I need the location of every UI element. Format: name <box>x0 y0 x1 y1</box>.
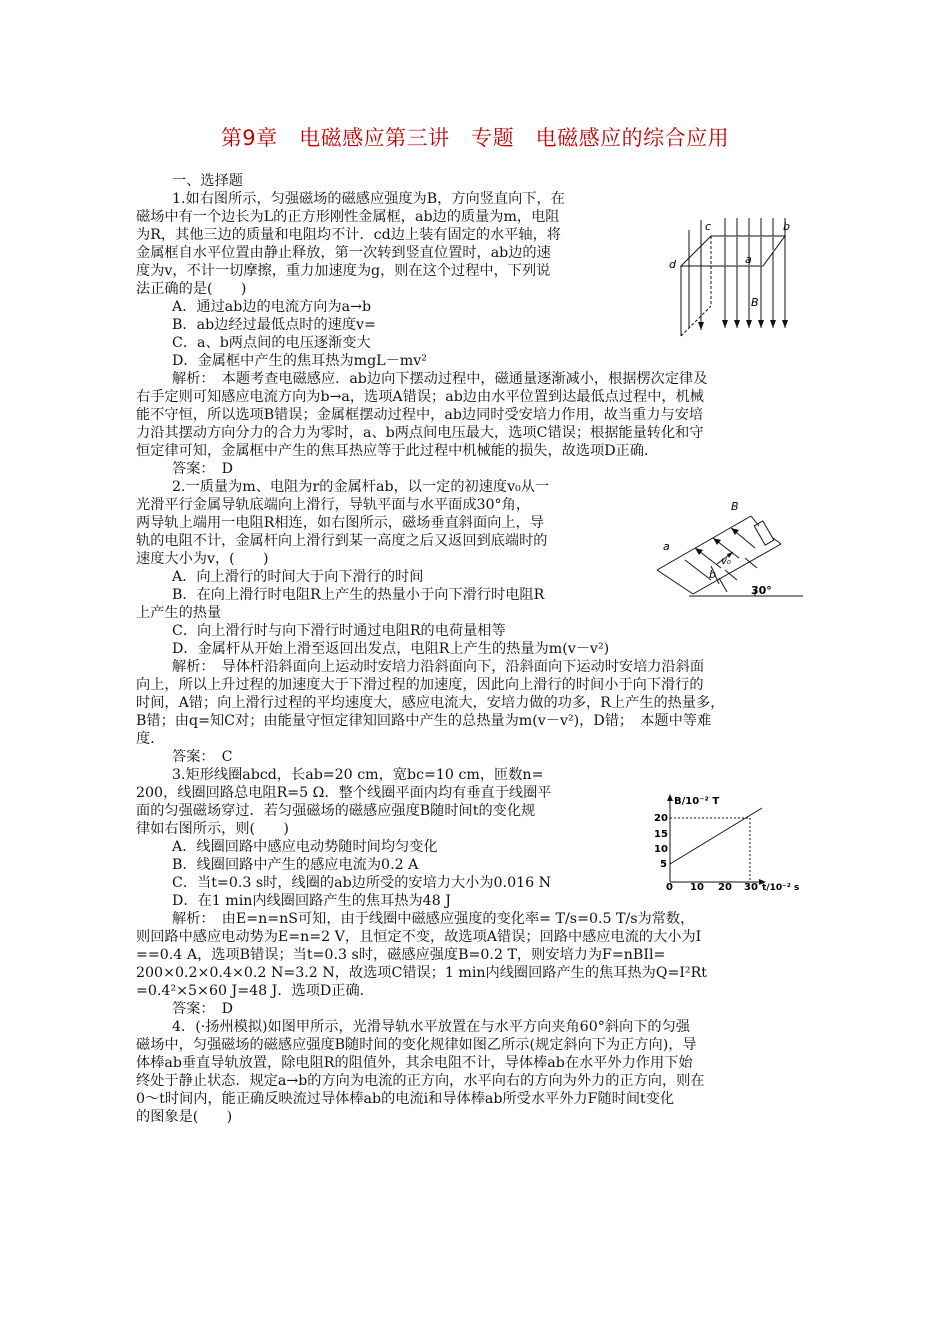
text-line: 时间，A错；向上滑行过程的平均速度大，感应电流大，安培力做的功多，R上产生的热量多， <box>136 695 725 711</box>
text-line: 为R，其他三边的质量和电阻均不计．cd边上装有固定的水平轴，将 <box>136 227 561 243</box>
text-line: 法正确的是( ) <box>136 281 247 297</box>
text-line: 光滑平行金属导轨底端向上滑行，导轨平面与水平面成30°角， <box>136 497 531 513</box>
label-angle: 30° <box>751 584 772 597</box>
figure-b-t-graph <box>650 792 810 892</box>
text-line: 度为v，不计一切摩擦，重力加速度为g，则在这个过程中，下列说 <box>136 263 551 279</box>
text-line: 2.一质量为m、电阻为r的金属杆ab，以一定的初速度v₀从一 <box>172 479 550 495</box>
text-line: 磁场中有一个边长为L的正方形刚性金属框，ab边的质量为m，电阻 <box>136 209 560 225</box>
text-line: 0～t时间内，能正确反映流过导体棒ab的电流i和导体棒ab所受水平外力F随时间t变化 <box>136 1091 675 1107</box>
y-tick: 5 <box>660 859 667 870</box>
x-tick: 30 <box>744 882 758 892</box>
text-line: 终处于静止状态．规定a→b的方向为电流的正方向，水平向右的方向为外力的正方向，则在 <box>136 1073 705 1089</box>
option-c: C．a、b两点间的电压逐渐变大 <box>172 335 371 351</box>
figure-frame-in-field <box>665 210 813 342</box>
answer-line: 答案： D <box>172 461 234 477</box>
text-line: 向上，所以上升过程的加速度大于下滑过程的加速度，因此向上滑行的时间小于向下滑行的 <box>136 677 704 693</box>
text-line: 力沿其摆动方向分力的合力为零时，a、b两点间电压最大，选项C错误；根据能量转化和守 <box>136 425 704 441</box>
text-line: 200×0.2×0.4×0.2 N=3.2 N，故选项C错误；1 min内线圈回路产生的焦耳热为Q=I²Rt <box>136 965 708 981</box>
option-d: D．金属杆从开始上滑至返回出发点，电阻R上产生的热量为m(v－v²) <box>172 641 610 657</box>
option-a: A．向上滑行的时间大于向下滑行的时间 <box>172 569 424 585</box>
label-d: d <box>669 258 676 271</box>
option-a: A．通过ab边的电流方向为a→b <box>172 299 372 315</box>
y-tick: 20 <box>654 813 668 824</box>
x-axis-label: t/10⁻² s <box>762 883 800 892</box>
option-b: B．ab边经过最低点时的速度v= <box>172 317 376 333</box>
text-line: 上产生的热量 <box>136 605 222 621</box>
option-c: C．当t=0.3 s时，线圈的ab边所受的安培力大小为0.016 N <box>172 875 552 891</box>
text-line: 解析： 导体杆沿斜面向上运动时安培力沿斜面向下，沿斜面向下运动时安培力沿斜面 <box>172 659 705 675</box>
text-line: 磁场中，匀强磁场的磁感应强度B随时间的变化规律如图乙所示(规定斜向下为正方向)，导 <box>136 1037 697 1053</box>
text-line: 律如右图所示，则( ) <box>136 821 289 837</box>
text-line: 恒定律可知，金属框中产生的焦耳热应等于此过程中机械能的损失，故选项D正确． <box>136 443 659 459</box>
text-line: 4．(·扬州模拟)如图甲所示，光滑导轨水平放置在与水平方向夹角60°斜向下的匀强 <box>172 1019 690 1035</box>
page-title: 第9章 电磁感应第三讲 专题 电磁感应的综合应用 <box>220 126 730 150</box>
text-line: 右手定则可知感应电流方向为b→a，选项A错误；ab边由水平位置到达最低点过程中，机械 <box>136 389 704 405</box>
text-line: 体棒ab垂直导轨放置，除电阻R的阻值外，其余电阻不计，导体棒ab在水平外力作用下始 <box>136 1055 693 1071</box>
option-c: C．向上滑行时与向下滑行时通过电阻R的电荷量相等 <box>172 623 506 639</box>
x-tick: 20 <box>718 882 732 892</box>
text-line: 1.如右图所示，匀强磁场的磁感应强度为B，方向竖直向下，在 <box>172 191 565 207</box>
x-tick: 0 <box>666 882 673 892</box>
label-B: B <box>751 296 759 309</box>
section-heading: 一、选择题 <box>172 173 243 189</box>
y-axis-label: B/10⁻² T <box>674 796 720 807</box>
text-line: ==0.4 A，选项B错误；当t=0.3 s时，磁感应强度B=0.2 T，则安培力为F=nBIl= <box>136 947 666 963</box>
text-line: 3.矩形线圈abcd，长ab=20 cm，宽bc=10 cm，匝数n= <box>172 767 544 783</box>
text-line: 则回路中感应电动势为E=n=2 V，且恒定不变，故选项A错误；回路中感应电流的大小为I <box>136 929 702 945</box>
text-line: B错；由q=知C对；由能量守恒定律知回路中产生的总热量为m(v－v²)，D错； 本题中等难 <box>136 713 712 729</box>
answer-line: 答案： C <box>172 749 233 765</box>
text-line: 面的匀强磁场穿过．若匀强磁场的磁感应强度B随时间t的变化规 <box>136 803 536 819</box>
text-line: 解析： 由E=n=nS可知，由于线圈中磁感应强度的变化率= T/s=0.5 T/s为常数， <box>172 911 695 927</box>
option-b: B．线圈回路中产生的感应电流为0.2 A <box>172 857 419 873</box>
label-B: B <box>731 500 739 513</box>
text-line: 200，线圈回路总电阻R=5 Ω．整个线圈平面内均有垂直于线圈平 <box>136 785 552 801</box>
text-line: 两导轨上端用一电阻R相连，如右图所示，磁场垂直斜面向上，导 <box>136 515 544 531</box>
text-line: 度． <box>136 731 165 747</box>
option-d: D．金属框中产生的焦耳热为mgL－mv² <box>172 353 427 369</box>
y-tick: 10 <box>654 844 668 855</box>
text-line: 解析： 本题考查电磁感应．ab边向下摆动过程中，磁通量逐渐减小，根据楞次定律及 <box>172 371 708 387</box>
figure-incline-rails <box>655 498 805 602</box>
text-line: 的图象是( ) <box>136 1109 233 1125</box>
x-tick: 10 <box>690 882 704 892</box>
option-a: A．线圈回路中感应电动势随时间均匀变化 <box>172 839 438 855</box>
option-b: B．在向上滑行时电阻R上产生的热量小于向下滑行时电阻R <box>172 587 545 603</box>
label-b: b <box>783 220 790 233</box>
label-b: b <box>709 568 716 581</box>
label-a: a <box>663 540 670 553</box>
label-v0: v₀ <box>721 556 731 567</box>
text-line: 轨的电阻不计，金属杆向上滑行到某一高度之后又返回到底端时的 <box>136 533 548 549</box>
text-line: 金属框自水平位置由静止释放，第一次转到竖直位置时，ab边的速 <box>136 245 551 261</box>
text-line: =0.4²×5×60 J=48 J．选项D正确． <box>136 983 374 999</box>
answer-line: 答案： D <box>172 1001 234 1017</box>
label-a: a <box>745 253 752 266</box>
option-d: D．在1 min内线圈回路产生的焦耳热为48 J <box>172 893 451 909</box>
label-c: c <box>705 220 712 233</box>
text-line: 能不守恒，所以选项B错误；金属框摆动过程中，ab边同时受安培力作用，故当重力与安培 <box>136 407 704 423</box>
text-line: 速度大小为v，( ) <box>136 551 269 567</box>
y-tick: 15 <box>654 829 668 840</box>
